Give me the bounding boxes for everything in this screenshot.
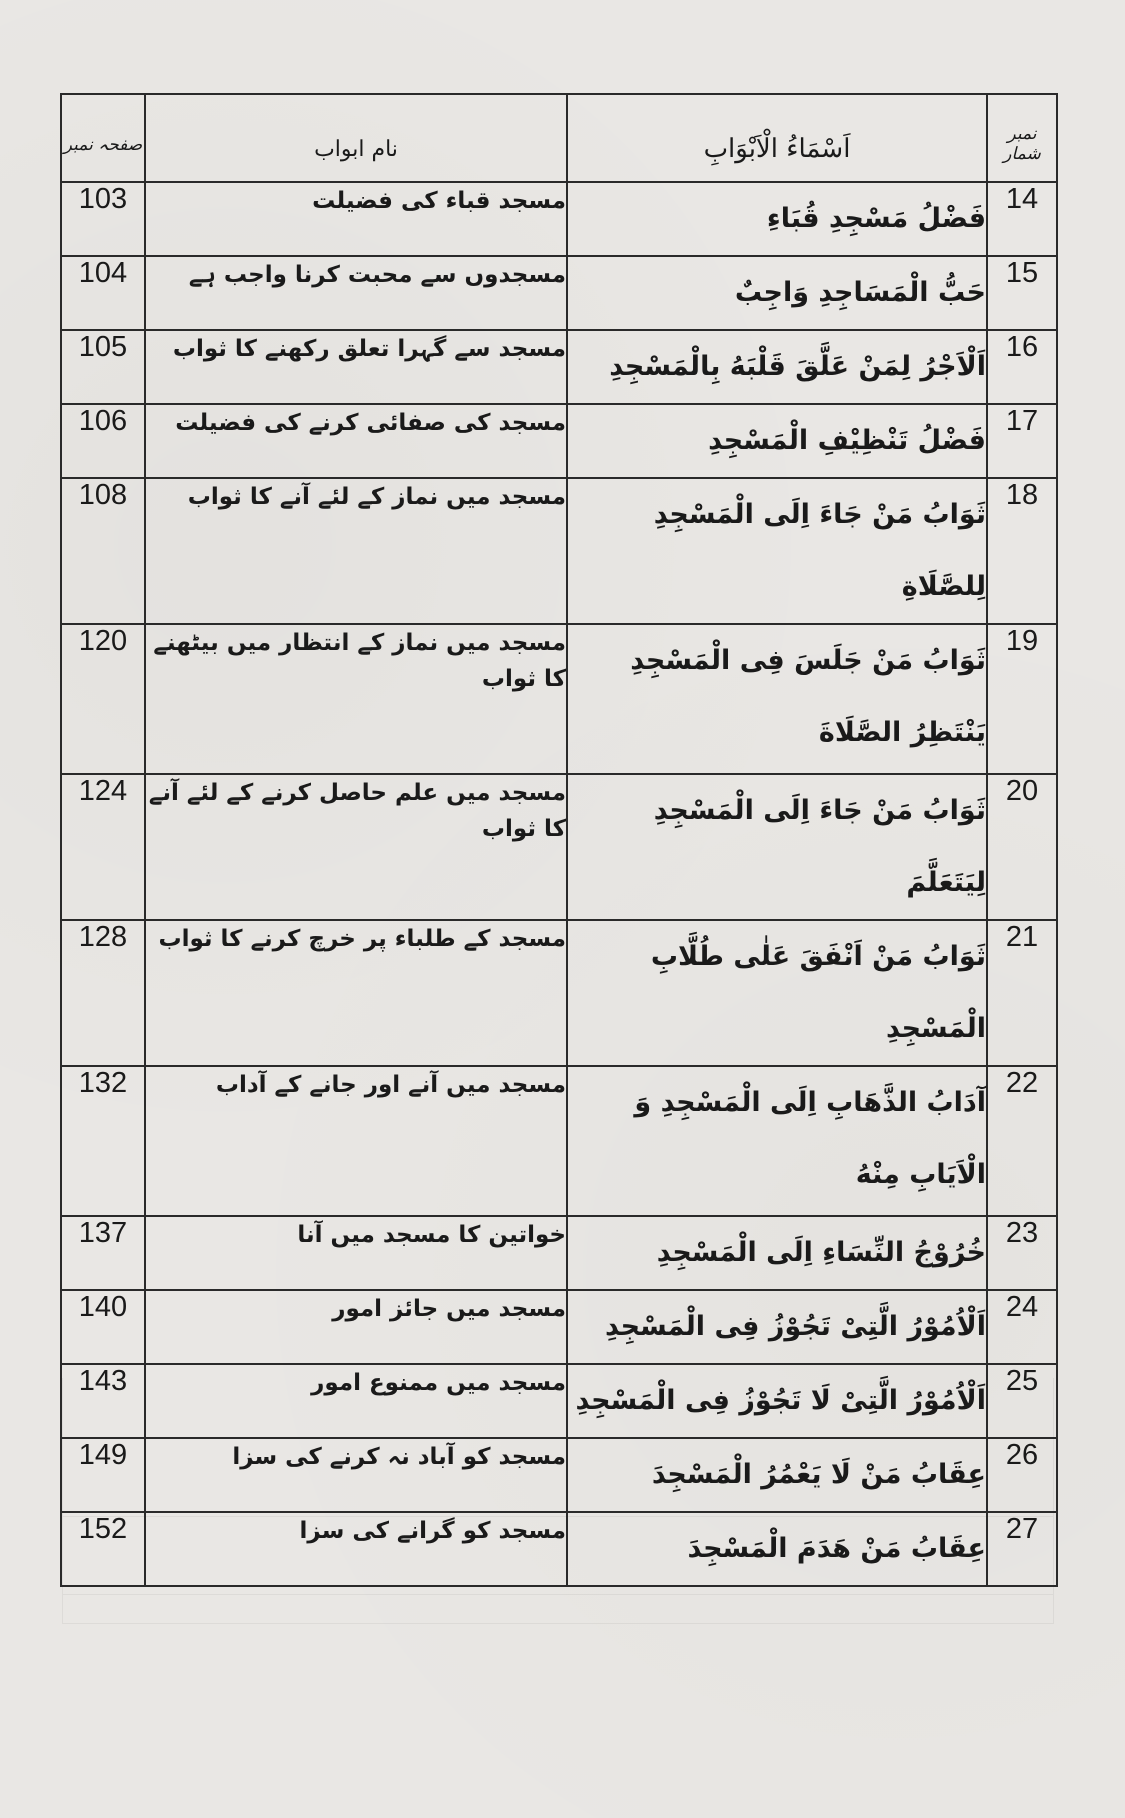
page-number-cell: 152 — [61, 1512, 145, 1586]
urdu-title-cell: مسجد سے گہرا تعلق رکھنے کا ثواب — [145, 330, 567, 404]
table-row — [61, 920, 1057, 1066]
page-number-cell: 149 — [61, 1438, 145, 1512]
serial-number-cell: 17 — [987, 404, 1057, 478]
table-row — [61, 182, 1057, 256]
table-row — [61, 624, 1057, 774]
page-number-cell: 143 — [61, 1364, 145, 1438]
serial-number-cell: 14 — [987, 182, 1057, 256]
urdu-title-cell: مسجد میں نماز کے لئے آنے کا ثواب — [145, 478, 567, 624]
serial-number-cell: 27 — [987, 1512, 1057, 1586]
table-row — [61, 256, 1057, 330]
page-number-cell: 128 — [61, 920, 145, 1066]
urdu-title-cell: مسجد کو آباد نہ کرنے کی سزا — [145, 1438, 567, 1512]
serial-number-cell: 23 — [987, 1216, 1057, 1290]
serial-number-cell: 20 — [987, 774, 1057, 920]
page-number-cell: 106 — [61, 404, 145, 478]
arabic-title-cell: اَلْاُمُوْرُ الَّتِىْ لَا تَجُوْزُ فِى الْمَسْجِدِ — [567, 1364, 987, 1438]
table-row — [61, 478, 1057, 624]
header-arabic-chapter-names: اَسْمَاءُ الْاَبْوَابِ — [567, 94, 987, 182]
table-of-contents — [60, 93, 1058, 1587]
header-serial-number: نمبر شمار — [987, 94, 1057, 182]
urdu-title-cell: مسجد میں نماز کے انتظار میں بیٹھنے کا ثواب — [145, 624, 567, 774]
serial-number-cell: 16 — [987, 330, 1057, 404]
table-row — [61, 1512, 1057, 1586]
page-number-cell: 132 — [61, 1066, 145, 1216]
table-row — [61, 1438, 1057, 1512]
serial-number-cell: 18 — [987, 478, 1057, 624]
arabic-title-cell: عِقَابُ مَنْ هَدَمَ الْمَسْجِدَ — [567, 1512, 987, 1586]
serial-number-cell: 15 — [987, 256, 1057, 330]
arabic-title-cell: ثَوَابُ مَنْ اَنْفَقَ عَلٰى طُلَّابِ الْمَسْجِدِ — [567, 920, 987, 1066]
page-number-cell: 124 — [61, 774, 145, 920]
arabic-title-cell: فَضْلُ مَسْجِدِ قُبَاءِ — [567, 182, 987, 256]
urdu-title-cell: مسجد میں جائز امور — [145, 1290, 567, 1364]
urdu-title-cell: مسجد کے طلباء پر خرچ کرنے کا ثواب — [145, 920, 567, 1066]
serial-number-cell: 25 — [987, 1364, 1057, 1438]
urdu-title-cell: مسجدوں سے محبت کرنا واجب ہے — [145, 256, 567, 330]
arabic-title-cell: آدَابُ الذَّهَابِ اِلَى الْمَسْجِدِ وَ الْاَيَابِ مِنْهُ — [567, 1066, 987, 1216]
serial-number-cell: 21 — [987, 920, 1057, 1066]
arabic-title-cell: ثَوَابُ مَنْ جَلَسَ فِى الْمَسْجِدِ يَنْتَظِرُ الصَّلَاةَ — [567, 624, 987, 774]
urdu-title-cell: مسجد کی صفائی کرنے کی فضیلت — [145, 404, 567, 478]
page-number-cell: 140 — [61, 1290, 145, 1364]
serial-number-cell: 26 — [987, 1438, 1057, 1512]
table-row — [61, 1216, 1057, 1290]
table-row — [61, 1364, 1057, 1438]
arabic-title-cell: حَبُّ الْمَسَاجِدِ وَاجِبٌ — [567, 256, 987, 330]
header-urdu-chapter-names: نام ابواب — [145, 94, 567, 182]
urdu-title-cell: مسجد میں علم حاصل کرنے کے لئے آنے کا ثواب — [145, 774, 567, 920]
arabic-title-cell: اَلْاُمُوْرُ الَّتِىْ تَجُوْزُ فِى الْمَسْجِدِ — [567, 1290, 987, 1364]
header-page-number: صفحہ نمبر — [61, 94, 145, 182]
page-number-cell: 104 — [61, 256, 145, 330]
table-row — [61, 774, 1057, 920]
urdu-title-cell: مسجد کو گرانے کی سزا — [145, 1512, 567, 1586]
table-row — [61, 404, 1057, 478]
urdu-title-cell: خواتین کا مسجد میں آنا — [145, 1216, 567, 1290]
page-number-cell: 108 — [61, 478, 145, 624]
table-row — [61, 330, 1057, 404]
page-number-cell: 105 — [61, 330, 145, 404]
arabic-title-cell: فَضْلُ تَنْظِيْفِ الْمَسْجِدِ — [567, 404, 987, 478]
arabic-title-cell: عِقَابُ مَنْ لَا يَعْمُرُ الْمَسْجِدَ — [567, 1438, 987, 1512]
arabic-title-cell: اَلْاَجْرُ لِمَنْ عَلَّقَ قَلْبَهُ بِالْمَسْجِدِ — [567, 330, 987, 404]
arabic-title-cell: ثَوَابُ مَنْ جَاءَ اِلَى الْمَسْجِدِ لِلصَّلَاةِ — [567, 478, 987, 624]
serial-number-cell: 22 — [987, 1066, 1057, 1216]
table-row — [61, 1066, 1057, 1216]
serial-number-cell: 19 — [987, 624, 1057, 774]
table-row — [61, 1290, 1057, 1364]
header-row — [61, 94, 1057, 182]
urdu-title-cell: مسجد میں آنے اور جانے کے آداب — [145, 1066, 567, 1216]
urdu-title-cell: مسجد میں ممنوع امور — [145, 1364, 567, 1438]
urdu-title-cell: مسجد قباء کی فضیلت — [145, 182, 567, 256]
arabic-title-cell: خُرُوْجُ النِّسَاءِ اِلَى الْمَسْجِدِ — [567, 1216, 987, 1290]
serial-number-cell: 24 — [987, 1290, 1057, 1364]
page-number-cell: 120 — [61, 624, 145, 774]
page-number-cell: 137 — [61, 1216, 145, 1290]
arabic-title-cell: ثَوَابُ مَنْ جَاءَ اِلَى الْمَسْجِدِ لِيَتَعَلَّمَ — [567, 774, 987, 920]
page-number-cell: 103 — [61, 182, 145, 256]
toc-body — [61, 182, 1057, 1586]
